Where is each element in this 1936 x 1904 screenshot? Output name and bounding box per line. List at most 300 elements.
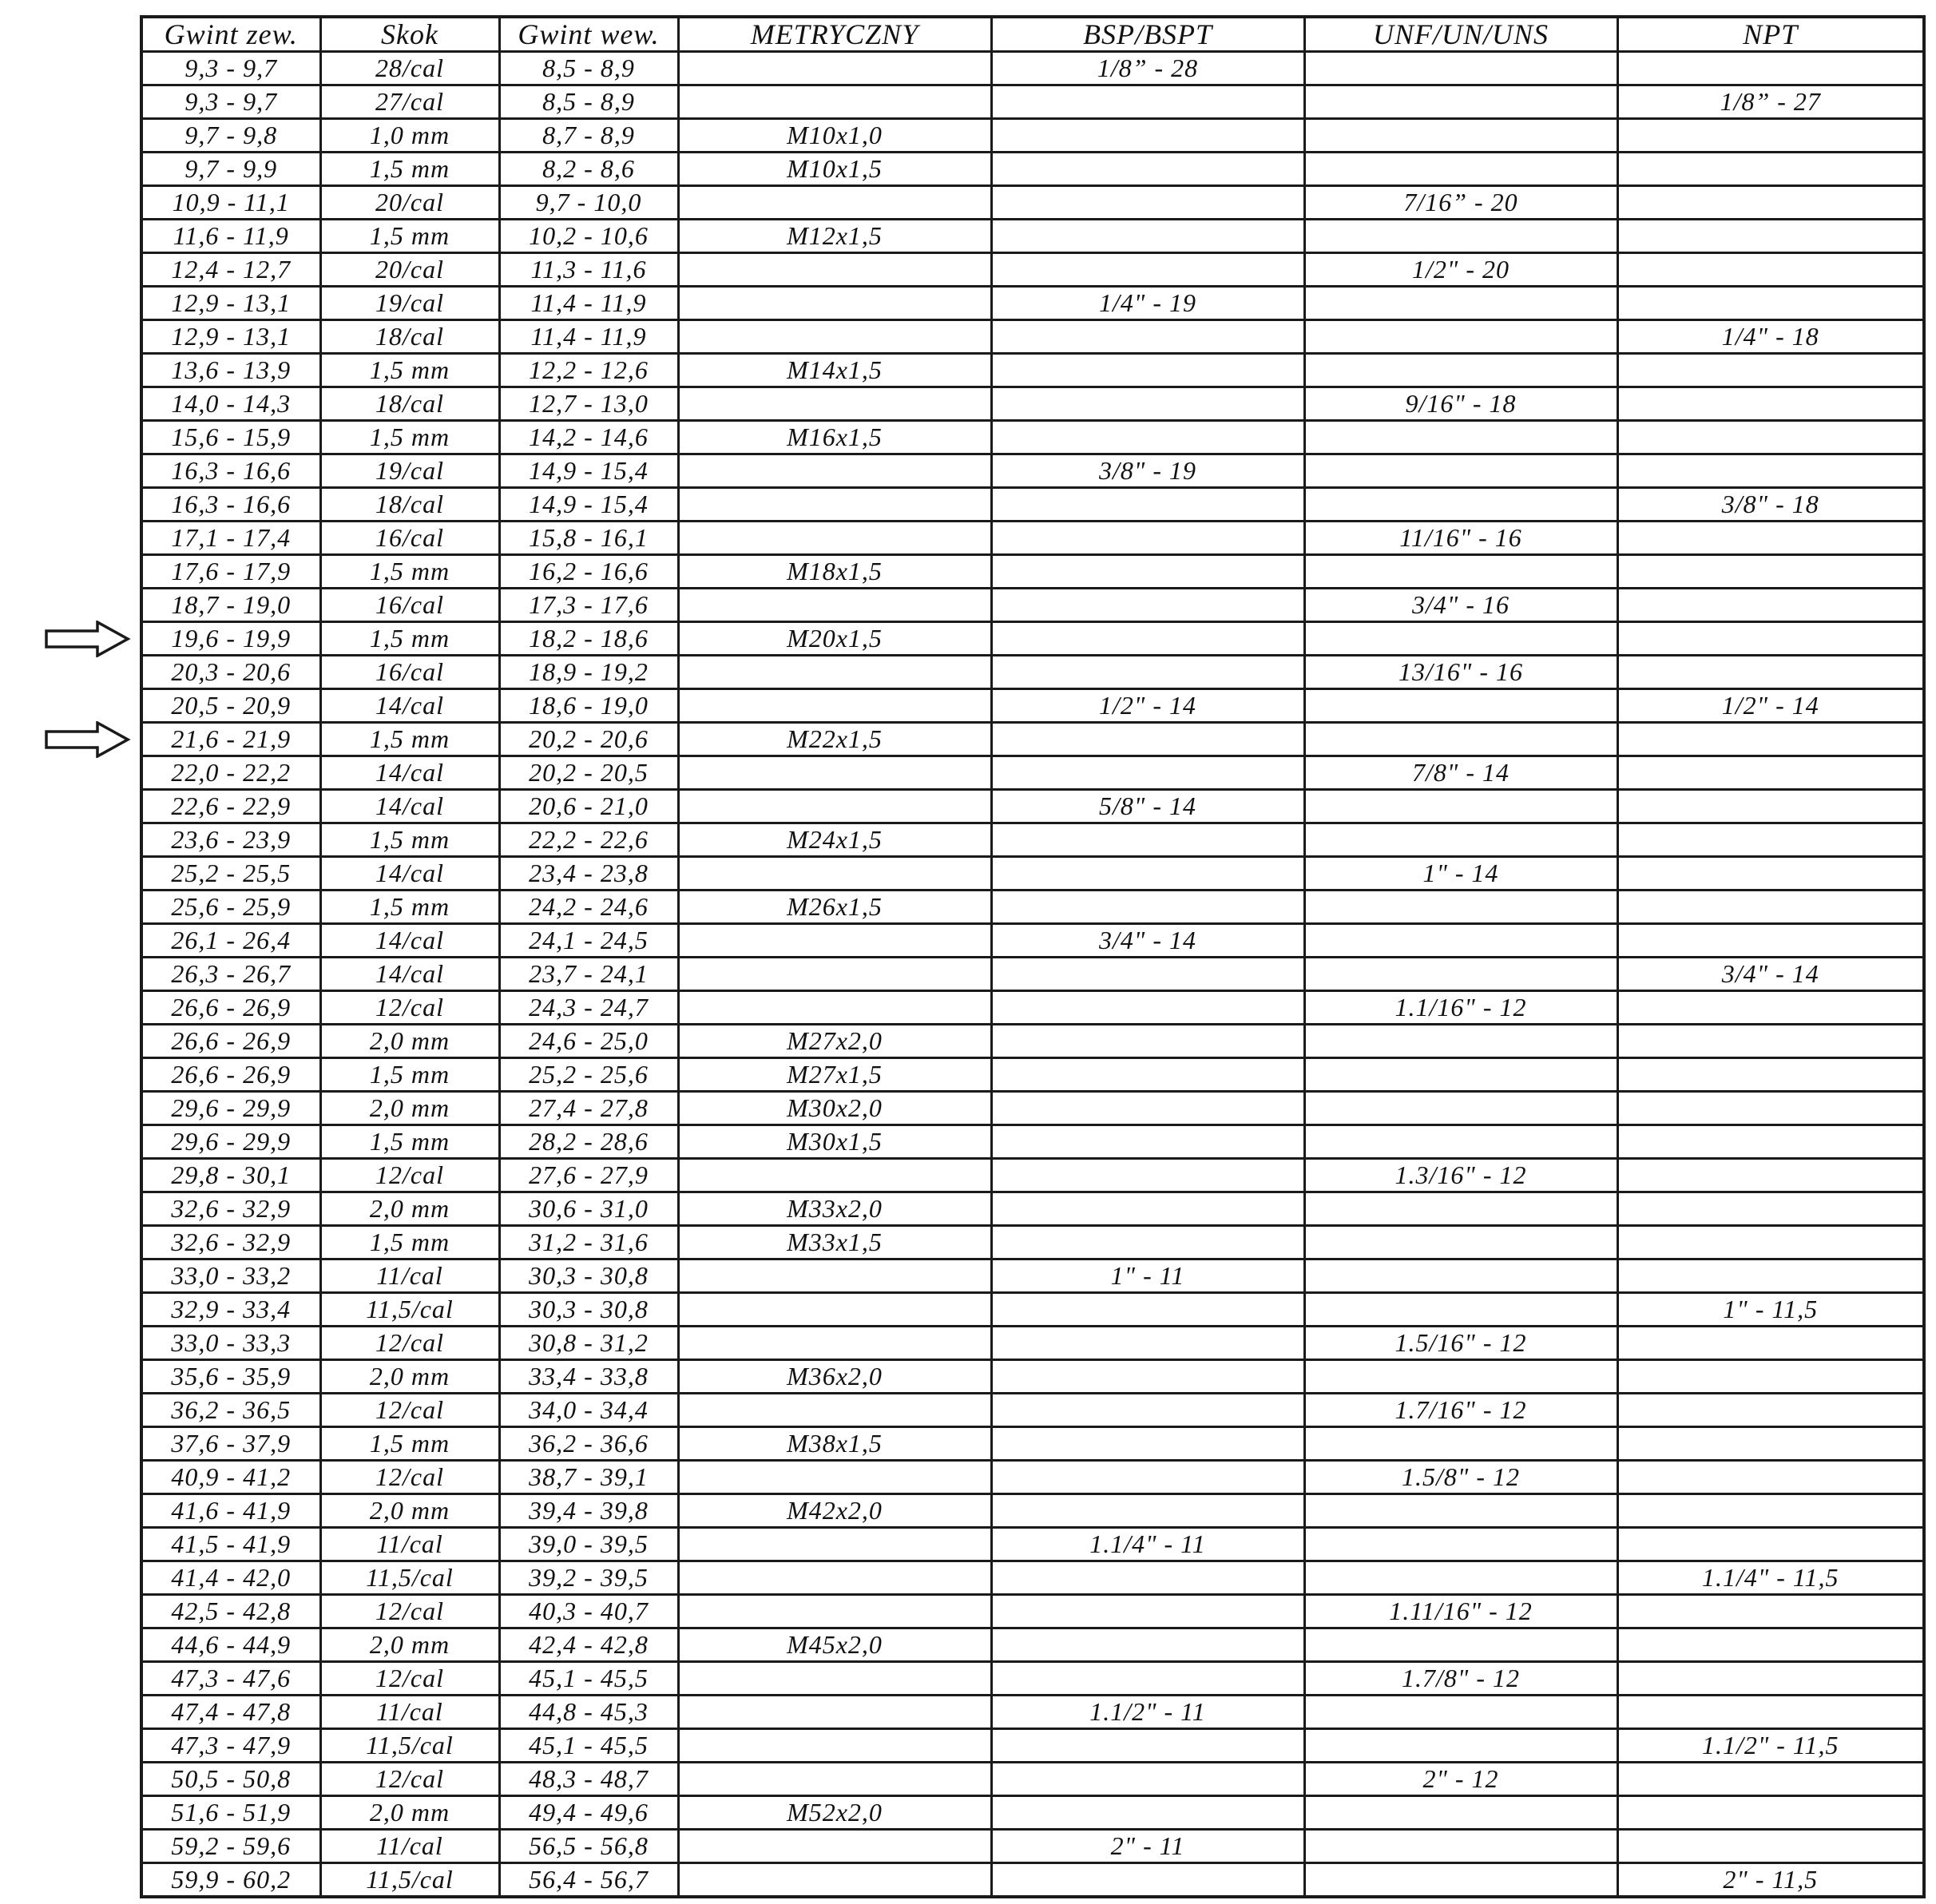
cell-gwint-zew: 22,6 - 22,9 <box>141 790 320 823</box>
cell-unf-un-uns <box>1304 287 1617 320</box>
table-row <box>141 1058 1924 1092</box>
cell-gwint-wew: 38,7 - 39,1 <box>499 1461 678 1494</box>
cell-gwint-wew: 18,2 - 18,6 <box>499 622 678 656</box>
header-unf-un-uns: UNF/UN/UNS <box>1304 17 1617 52</box>
cell-metryczny: M14x1,5 <box>678 354 991 387</box>
cell-metryczny: M27x1,5 <box>678 1058 991 1092</box>
cell-gwint-zew: 44,6 - 44,9 <box>141 1628 320 1662</box>
cell-gwint-zew: 17,1 - 17,4 <box>141 522 320 555</box>
cell-bsp-bspt <box>991 1327 1304 1360</box>
cell-unf-un-uns <box>1304 421 1617 454</box>
cell-npt <box>1617 1796 1924 1830</box>
cell-gwint-wew: 40,3 - 40,7 <box>499 1595 678 1628</box>
table-row <box>141 1461 1924 1494</box>
table-row <box>141 1427 1924 1461</box>
cell-npt <box>1617 1763 1924 1796</box>
cell-bsp-bspt <box>991 1058 1304 1092</box>
table-row <box>141 1327 1924 1360</box>
cell-npt <box>1617 1226 1924 1259</box>
cell-gwint-zew: 26,3 - 26,7 <box>141 958 320 991</box>
cell-skok: 1,5 mm <box>320 1427 499 1461</box>
cell-skok: 1,5 mm <box>320 1226 499 1259</box>
cell-unf-un-uns <box>1304 1293 1617 1327</box>
cell-gwint-wew: 45,1 - 45,5 <box>499 1662 678 1696</box>
cell-bsp-bspt <box>991 958 1304 991</box>
cell-metryczny: M22x1,5 <box>678 723 991 756</box>
cell-bsp-bspt <box>991 1192 1304 1226</box>
cell-bsp-bspt <box>991 1394 1304 1427</box>
cell-unf-un-uns <box>1304 1628 1617 1662</box>
cell-bsp-bspt <box>991 991 1304 1025</box>
cell-gwint-zew: 19,6 - 19,9 <box>141 622 320 656</box>
cell-gwint-zew: 14,0 - 14,3 <box>141 387 320 421</box>
cell-gwint-wew: 30,3 - 30,8 <box>499 1293 678 1327</box>
cell-gwint-zew: 13,6 - 13,9 <box>141 354 320 387</box>
cell-gwint-wew: 20,2 - 20,5 <box>499 756 678 790</box>
cell-metryczny <box>678 454 991 488</box>
cell-npt <box>1617 790 1924 823</box>
cell-npt <box>1617 756 1924 790</box>
cell-unf-un-uns: 1" - 14 <box>1304 857 1617 891</box>
cell-bsp-bspt <box>991 1293 1304 1327</box>
cell-skok: 1,5 mm <box>320 220 499 253</box>
cell-bsp-bspt <box>991 320 1304 354</box>
cell-npt: 1/8” - 27 <box>1617 85 1924 119</box>
cell-npt: 3/8" - 18 <box>1617 488 1924 522</box>
cell-gwint-zew: 10,9 - 11,1 <box>141 186 320 220</box>
cell-unf-un-uns: 11/16" - 16 <box>1304 522 1617 555</box>
cell-bsp-bspt <box>991 891 1304 924</box>
cell-gwint-wew: 36,2 - 36,6 <box>499 1427 678 1461</box>
cell-gwint-wew: 23,4 - 23,8 <box>499 857 678 891</box>
cell-npt <box>1617 1159 1924 1192</box>
cell-gwint-wew: 10,2 - 10,6 <box>499 220 678 253</box>
cell-gwint-zew: 15,6 - 15,9 <box>141 421 320 454</box>
cell-gwint-wew: 49,4 - 49,6 <box>499 1796 678 1830</box>
cell-metryczny <box>678 790 991 823</box>
cell-unf-un-uns <box>1304 958 1617 991</box>
cell-bsp-bspt: 3/8" - 19 <box>991 454 1304 488</box>
cell-bsp-bspt <box>991 555 1304 589</box>
cell-npt <box>1617 1125 1924 1159</box>
cell-bsp-bspt: 1/2" - 14 <box>991 689 1304 723</box>
cell-npt <box>1617 52 1924 85</box>
cell-bsp-bspt <box>991 1595 1304 1628</box>
cell-unf-un-uns <box>1304 823 1617 857</box>
cell-bsp-bspt <box>991 756 1304 790</box>
cell-npt <box>1617 589 1924 622</box>
table-row <box>141 85 1924 119</box>
table-row <box>141 622 1924 656</box>
cell-npt <box>1617 421 1924 454</box>
cell-gwint-wew: 45,1 - 45,5 <box>499 1729 678 1763</box>
table-row <box>141 320 1924 354</box>
cell-unf-un-uns <box>1304 1729 1617 1763</box>
cell-skok: 19/cal <box>320 454 499 488</box>
cell-bsp-bspt <box>991 253 1304 287</box>
cell-skok: 12/cal <box>320 1327 499 1360</box>
cell-gwint-zew: 23,6 - 23,9 <box>141 823 320 857</box>
cell-gwint-zew: 32,6 - 32,9 <box>141 1226 320 1259</box>
cell-npt: 3/4" - 14 <box>1617 958 1924 991</box>
cell-gwint-wew: 27,4 - 27,8 <box>499 1092 678 1125</box>
table-row <box>141 1092 1924 1125</box>
table-row <box>141 220 1924 253</box>
cell-metryczny <box>678 756 991 790</box>
cell-skok: 18/cal <box>320 320 499 354</box>
cell-bsp-bspt <box>991 857 1304 891</box>
cell-skok: 12/cal <box>320 1461 499 1494</box>
cell-unf-un-uns <box>1304 220 1617 253</box>
cell-unf-un-uns: 1.5/8" - 12 <box>1304 1461 1617 1494</box>
cell-unf-un-uns <box>1304 52 1617 85</box>
cell-bsp-bspt <box>991 823 1304 857</box>
table-row <box>141 1696 1924 1729</box>
cell-skok: 12/cal <box>320 1394 499 1427</box>
table-row <box>141 186 1924 220</box>
cell-metryczny <box>678 85 991 119</box>
table-row <box>141 1394 1924 1427</box>
right-arrow-icon <box>45 621 131 657</box>
cell-unf-un-uns <box>1304 1494 1617 1528</box>
cell-metryczny <box>678 656 991 689</box>
cell-npt <box>1617 1662 1924 1696</box>
cell-unf-un-uns <box>1304 1259 1617 1293</box>
cell-gwint-zew: 35,6 - 35,9 <box>141 1360 320 1394</box>
table-row <box>141 1729 1924 1763</box>
cell-skok: 1,5 mm <box>320 421 499 454</box>
cell-gwint-wew: 25,2 - 25,6 <box>499 1058 678 1092</box>
cell-gwint-wew: 9,7 - 10,0 <box>499 186 678 220</box>
cell-gwint-zew: 12,9 - 13,1 <box>141 287 320 320</box>
cell-gwint-zew: 37,6 - 37,9 <box>141 1427 320 1461</box>
cell-skok: 2,0 mm <box>320 1360 499 1394</box>
cell-skok: 28/cal <box>320 52 499 85</box>
cell-npt <box>1617 1092 1924 1125</box>
cell-gwint-zew: 26,6 - 26,9 <box>141 991 320 1025</box>
cell-skok: 20/cal <box>320 186 499 220</box>
cell-npt <box>1617 991 1924 1025</box>
cell-unf-un-uns: 9/16" - 18 <box>1304 387 1617 421</box>
cell-unf-un-uns <box>1304 689 1617 723</box>
cell-unf-un-uns <box>1304 790 1617 823</box>
cell-unf-un-uns <box>1304 1696 1617 1729</box>
table-row <box>141 1293 1924 1327</box>
cell-gwint-zew: 18,7 - 19,0 <box>141 589 320 622</box>
cell-metryczny: M45x2,0 <box>678 1628 991 1662</box>
cell-gwint-wew: 12,7 - 13,0 <box>499 387 678 421</box>
cell-bsp-bspt: 1.1/4" - 11 <box>991 1528 1304 1561</box>
cell-unf-un-uns <box>1304 320 1617 354</box>
cell-metryczny <box>678 689 991 723</box>
cell-unf-un-uns <box>1304 1092 1617 1125</box>
cell-skok: 12/cal <box>320 991 499 1025</box>
cell-metryczny: M36x2,0 <box>678 1360 991 1394</box>
table-row <box>141 1192 1924 1226</box>
cell-npt <box>1617 1628 1924 1662</box>
cell-gwint-zew: 41,6 - 41,9 <box>141 1494 320 1528</box>
table-row <box>141 958 1924 991</box>
cell-npt <box>1617 857 1924 891</box>
cell-bsp-bspt: 1.1/2" - 11 <box>991 1696 1304 1729</box>
cell-gwint-wew: 44,8 - 45,3 <box>499 1696 678 1729</box>
cell-gwint-zew: 40,9 - 41,2 <box>141 1461 320 1494</box>
cell-gwint-zew: 12,9 - 13,1 <box>141 320 320 354</box>
right-arrow-icon <box>45 721 131 758</box>
table-row <box>141 656 1924 689</box>
table-row <box>141 1863 1924 1898</box>
cell-metryczny <box>678 1159 991 1192</box>
cell-skok: 2,0 mm <box>320 1025 499 1058</box>
table-row <box>141 723 1924 756</box>
cell-gwint-wew: 30,3 - 30,8 <box>499 1259 678 1293</box>
cell-skok: 1,5 mm <box>320 1058 499 1092</box>
cell-bsp-bspt: 1/8” - 28 <box>991 52 1304 85</box>
cell-gwint-wew: 31,2 - 31,6 <box>499 1226 678 1259</box>
cell-unf-un-uns <box>1304 924 1617 958</box>
cell-bsp-bspt <box>991 1662 1304 1696</box>
thread-table <box>140 15 1926 1898</box>
cell-bsp-bspt <box>991 119 1304 153</box>
cell-gwint-wew: 28,2 - 28,6 <box>499 1125 678 1159</box>
cell-gwint-wew: 24,6 - 25,0 <box>499 1025 678 1058</box>
cell-metryczny <box>678 1327 991 1360</box>
header-bsp-bspt: BSP/BSPT <box>991 17 1304 52</box>
cell-npt <box>1617 220 1924 253</box>
cell-skok: 14/cal <box>320 958 499 991</box>
cell-bsp-bspt: 1/4" - 19 <box>991 287 1304 320</box>
cell-metryczny <box>678 1662 991 1696</box>
header-metryczny: METRYCZNY <box>678 17 991 52</box>
cell-bsp-bspt <box>991 1729 1304 1763</box>
header-gwint-wew: Gwint wew. <box>499 17 678 52</box>
table-body <box>141 52 1924 1898</box>
cell-unf-un-uns <box>1304 1863 1617 1898</box>
table-row <box>141 1226 1924 1259</box>
cell-gwint-zew: 29,6 - 29,9 <box>141 1125 320 1159</box>
cell-metryczny: M10x1,0 <box>678 119 991 153</box>
cell-npt <box>1617 1528 1924 1561</box>
table-row <box>141 1628 1924 1662</box>
cell-unf-un-uns <box>1304 153 1617 186</box>
cell-skok: 12/cal <box>320 1595 499 1628</box>
table-row <box>141 1360 1924 1394</box>
cell-gwint-zew: 16,3 - 16,6 <box>141 488 320 522</box>
cell-bsp-bspt <box>991 220 1304 253</box>
cell-bsp-bspt <box>991 1159 1304 1192</box>
cell-skok: 11,5/cal <box>320 1729 499 1763</box>
cell-bsp-bspt <box>991 1561 1304 1595</box>
cell-unf-un-uns <box>1304 85 1617 119</box>
cell-npt <box>1617 253 1924 287</box>
cell-unf-un-uns <box>1304 119 1617 153</box>
table-row <box>141 421 1924 454</box>
cell-unf-un-uns <box>1304 454 1617 488</box>
cell-bsp-bspt <box>991 1461 1304 1494</box>
cell-metryczny <box>678 924 991 958</box>
table-row <box>141 1528 1924 1561</box>
cell-gwint-zew: 20,5 - 20,9 <box>141 689 320 723</box>
table-row <box>141 1159 1924 1192</box>
cell-metryczny <box>678 253 991 287</box>
cell-unf-un-uns <box>1304 1528 1617 1561</box>
cell-metryczny <box>678 589 991 622</box>
header-skok: Skok <box>320 17 499 52</box>
cell-metryczny: M20x1,5 <box>678 622 991 656</box>
cell-bsp-bspt <box>991 1092 1304 1125</box>
cell-skok: 18/cal <box>320 387 499 421</box>
table-row <box>141 119 1924 153</box>
cell-skok: 14/cal <box>320 790 499 823</box>
cell-npt: 1.1/4" - 11,5 <box>1617 1561 1924 1595</box>
cell-unf-un-uns <box>1304 1360 1617 1394</box>
table-row <box>141 689 1924 723</box>
cell-metryczny: M38x1,5 <box>678 1427 991 1461</box>
cell-bsp-bspt <box>991 1360 1304 1394</box>
cell-gwint-wew: 48,3 - 48,7 <box>499 1763 678 1796</box>
cell-bsp-bspt <box>991 1427 1304 1461</box>
table-row <box>141 1830 1924 1863</box>
cell-npt <box>1617 1696 1924 1729</box>
cell-skok: 11,5/cal <box>320 1561 499 1595</box>
cell-bsp-bspt <box>991 354 1304 387</box>
cell-gwint-zew: 29,8 - 30,1 <box>141 1159 320 1192</box>
cell-metryczny <box>678 52 991 85</box>
cell-npt <box>1617 1259 1924 1293</box>
cell-skok: 2,0 mm <box>320 1494 499 1528</box>
cell-unf-un-uns <box>1304 1226 1617 1259</box>
cell-gwint-zew: 11,6 - 11,9 <box>141 220 320 253</box>
table-row <box>141 924 1924 958</box>
cell-gwint-zew: 22,0 - 22,2 <box>141 756 320 790</box>
cell-npt <box>1617 1058 1924 1092</box>
cell-skok: 1,0 mm <box>320 119 499 153</box>
cell-gwint-zew: 41,4 - 42,0 <box>141 1561 320 1595</box>
cell-skok: 11,5/cal <box>320 1863 499 1898</box>
header-npt: NPT <box>1617 17 1924 52</box>
cell-skok: 12/cal <box>320 1662 499 1696</box>
cell-npt <box>1617 1595 1924 1628</box>
cell-bsp-bspt <box>991 1494 1304 1528</box>
cell-unf-un-uns <box>1304 1561 1617 1595</box>
cell-npt <box>1617 1427 1924 1461</box>
cell-npt <box>1617 153 1924 186</box>
cell-metryczny: M16x1,5 <box>678 421 991 454</box>
cell-npt <box>1617 891 1924 924</box>
cell-metryczny <box>678 1729 991 1763</box>
cell-metryczny <box>678 1863 991 1898</box>
cell-npt <box>1617 454 1924 488</box>
cell-gwint-zew: 9,3 - 9,7 <box>141 85 320 119</box>
cell-bsp-bspt <box>991 1025 1304 1058</box>
cell-gwint-wew: 11,4 - 11,9 <box>499 320 678 354</box>
cell-gwint-zew: 47,3 - 47,6 <box>141 1662 320 1696</box>
cell-skok: 14/cal <box>320 857 499 891</box>
cell-npt <box>1617 522 1924 555</box>
cell-gwint-zew: 16,3 - 16,6 <box>141 454 320 488</box>
table-row <box>141 1662 1924 1696</box>
cell-metryczny <box>678 287 991 320</box>
cell-metryczny <box>678 1461 991 1494</box>
cell-npt <box>1617 656 1924 689</box>
cell-bsp-bspt <box>991 1863 1304 1898</box>
cell-npt <box>1617 723 1924 756</box>
cell-skok: 1,5 mm <box>320 555 499 589</box>
cell-unf-un-uns <box>1304 723 1617 756</box>
cell-skok: 1,5 mm <box>320 823 499 857</box>
cell-unf-un-uns: 1.5/16" - 12 <box>1304 1327 1617 1360</box>
cell-gwint-zew: 36,2 - 36,5 <box>141 1394 320 1427</box>
cell-bsp-bspt: 2" - 11 <box>991 1830 1304 1863</box>
cell-npt <box>1617 1494 1924 1528</box>
cell-gwint-wew: 23,7 - 24,1 <box>499 958 678 991</box>
cell-npt <box>1617 387 1924 421</box>
cell-skok: 20/cal <box>320 253 499 287</box>
cell-gwint-zew: 26,6 - 26,9 <box>141 1025 320 1058</box>
table-row <box>141 857 1924 891</box>
cell-metryczny <box>678 1696 991 1729</box>
cell-gwint-zew: 41,5 - 41,9 <box>141 1528 320 1561</box>
header-gwint-zew: Gwint zew. <box>141 17 320 52</box>
cell-bsp-bspt <box>991 421 1304 454</box>
cell-skok: 2,0 mm <box>320 1092 499 1125</box>
cell-metryczny <box>678 1561 991 1595</box>
cell-bsp-bspt: 3/4" - 14 <box>991 924 1304 958</box>
table-row <box>141 522 1924 555</box>
table-row <box>141 1125 1924 1159</box>
cell-unf-un-uns: 1.1/16" - 12 <box>1304 991 1617 1025</box>
cell-bsp-bspt <box>991 1763 1304 1796</box>
cell-npt <box>1617 1394 1924 1427</box>
cell-gwint-wew: 22,2 - 22,6 <box>499 823 678 857</box>
cell-npt <box>1617 823 1924 857</box>
cell-skok: 1,5 mm <box>320 153 499 186</box>
cell-metryczny <box>678 1830 991 1863</box>
cell-metryczny <box>678 488 991 522</box>
cell-skok: 14/cal <box>320 924 499 958</box>
cell-gwint-wew: 18,9 - 19,2 <box>499 656 678 689</box>
cell-bsp-bspt <box>991 387 1304 421</box>
cell-unf-un-uns <box>1304 1427 1617 1461</box>
cell-metryczny: M18x1,5 <box>678 555 991 589</box>
cell-metryczny <box>678 857 991 891</box>
cell-skok: 12/cal <box>320 1159 499 1192</box>
table-row <box>141 891 1924 924</box>
cell-npt: 1.1/2" - 11,5 <box>1617 1729 1924 1763</box>
cell-gwint-zew: 17,6 - 17,9 <box>141 555 320 589</box>
table-row <box>141 1561 1924 1595</box>
cell-metryczny: M30x2,0 <box>678 1092 991 1125</box>
cell-skok: 14/cal <box>320 756 499 790</box>
cell-gwint-zew: 9,7 - 9,8 <box>141 119 320 153</box>
cell-unf-un-uns: 1/2" - 20 <box>1304 253 1617 287</box>
cell-gwint-zew: 25,6 - 25,9 <box>141 891 320 924</box>
cell-metryczny: M42x2,0 <box>678 1494 991 1528</box>
cell-metryczny: M27x2,0 <box>678 1025 991 1058</box>
cell-skok: 2,0 mm <box>320 1192 499 1226</box>
cell-npt <box>1617 1025 1924 1058</box>
cell-gwint-wew: 14,2 - 14,6 <box>499 421 678 454</box>
cell-gwint-wew: 39,0 - 39,5 <box>499 1528 678 1561</box>
cell-skok: 1,5 mm <box>320 354 499 387</box>
cell-unf-un-uns <box>1304 1058 1617 1092</box>
cell-skok: 11/cal <box>320 1259 499 1293</box>
table-row <box>141 1796 1924 1830</box>
cell-gwint-wew: 8,7 - 8,9 <box>499 119 678 153</box>
cell-gwint-wew: 8,2 - 8,6 <box>499 153 678 186</box>
cell-gwint-wew: 11,4 - 11,9 <box>499 287 678 320</box>
cell-metryczny <box>678 991 991 1025</box>
